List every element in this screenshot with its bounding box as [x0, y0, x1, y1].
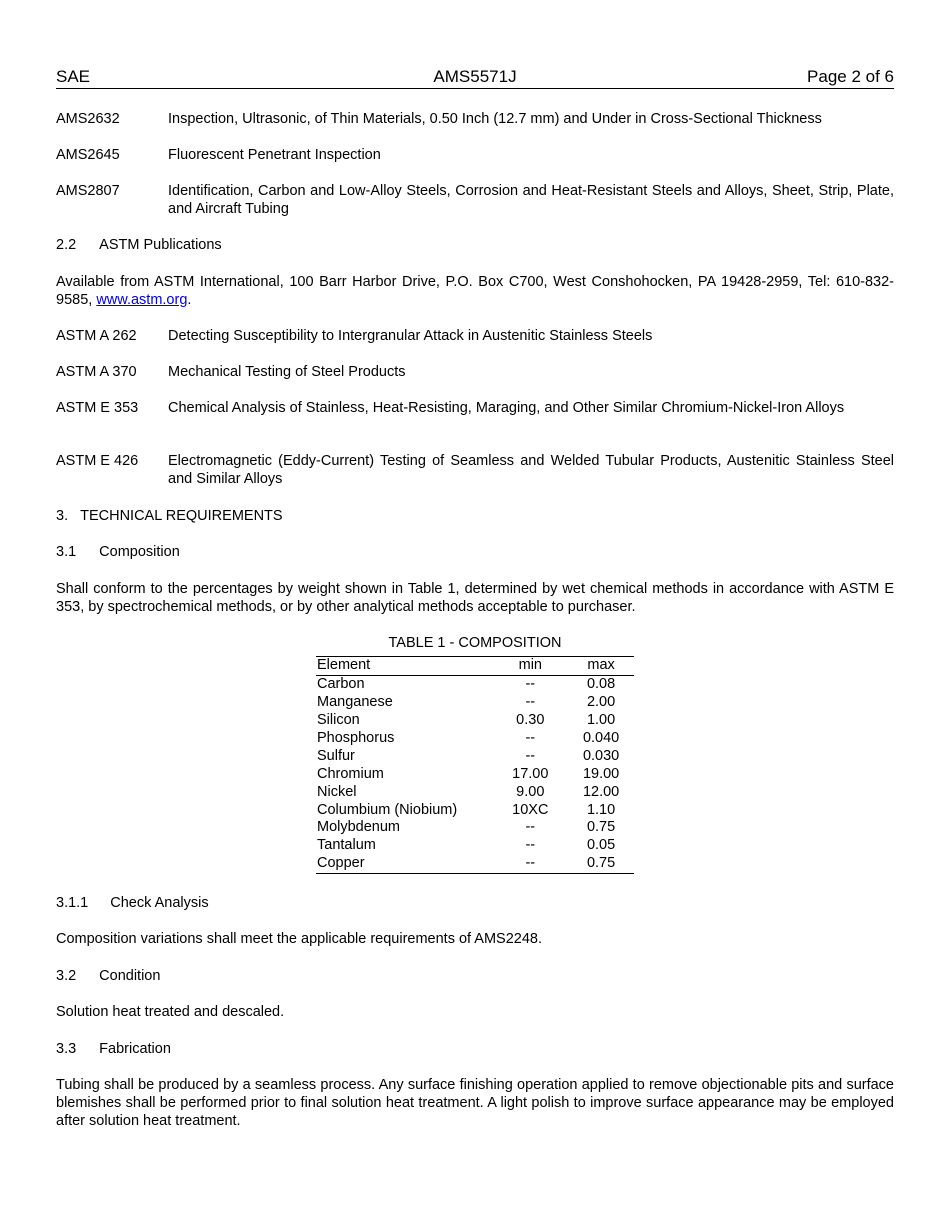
reference-title: Inspection, Ultrasonic, of Thin Materials, 0.50 Inch (12.7 mm) and Under in Cross-Sectional Thickness: [168, 111, 822, 127]
section-number: 3.: [56, 508, 69, 524]
reference-title: Mechanical Testing of Steel Products: [168, 364, 406, 380]
header-page-number: Page 2 of 6: [807, 67, 894, 86]
min-cell: 9.00: [516, 783, 545, 800]
element-cell: Sulfur: [317, 747, 355, 764]
section-heading-3-2: [56, 967, 894, 985]
header-org: SAE: [56, 67, 91, 86]
reference-code: AMS2645: [56, 147, 120, 163]
table-row: [316, 837, 634, 855]
section-heading-3-1-1: [56, 894, 894, 912]
max-cell: 1.10: [586, 801, 616, 818]
element-cell: Manganese: [317, 694, 393, 711]
reference-code: ASTM A 262: [56, 328, 137, 344]
composition-table: [316, 656, 634, 874]
column-header-min: min: [492, 657, 568, 676]
element-cell: Silicon: [317, 712, 360, 729]
max-cell: 0.05: [586, 837, 616, 854]
reference-ams2632: [56, 110, 894, 128]
min-cell: --: [525, 819, 536, 836]
max-cell: 1.00: [586, 712, 616, 729]
max-cell: 0.040: [582, 730, 620, 746]
column-header-element: Element: [316, 657, 492, 676]
section-title: Fabrication: [99, 1041, 171, 1057]
min-cell: --: [525, 747, 536, 764]
reference-astm-e426: [56, 452, 894, 488]
max-cell: 19.00: [582, 765, 620, 782]
availability-end: .: [187, 292, 192, 308]
section-number: 3.1.1: [56, 895, 89, 911]
max-cell: 12.00: [582, 783, 620, 800]
reference-title: Fluorescent Penetrant Inspection: [168, 147, 381, 163]
section-heading-3-1: [56, 543, 894, 561]
table-row: [316, 819, 634, 837]
element-cell: Tantalum: [317, 837, 376, 854]
reference-title: Electromagnetic (Eddy-Current) Testing of Seamless and Welded Tubular Products, Austenitic Stainless Steel and Similar Alloys: [168, 453, 894, 487]
min-cell: --: [525, 837, 536, 854]
reference-title: Chemical Analysis of Stainless, Heat-Resisting, Maraging, and Other Similar Chromium-Nickel-Iron Alloys: [168, 400, 845, 416]
astm-availability-paragraph: [56, 273, 894, 309]
table-caption: TABLE 1 - COMPOSITION: [388, 635, 562, 651]
reference-ams2645: [56, 146, 894, 164]
section-title: Condition: [99, 968, 161, 984]
astm-website-link[interactable]: www.astm.org: [96, 292, 188, 308]
element-cell: Phosphorus: [317, 730, 395, 746]
table-row: [316, 747, 634, 765]
table-row: [316, 712, 634, 730]
section-number: 3.3: [56, 1041, 77, 1057]
section-heading-3-3: [56, 1040, 894, 1058]
composition-paragraph: Shall conform to the percentages by weight shown in Table 1, determined by wet chemical methods in accordance with ASTM E 353, by spectrochemical methods, or by other analytical methods acceptable to purchaser.: [56, 581, 894, 615]
reference-title: Detecting Susceptibility to Intergranular Attack in Austenitic Stainless Steels: [168, 328, 653, 344]
section-title: ASTM Publications: [99, 237, 222, 253]
reference-astm-e353: [56, 399, 894, 417]
max-cell: 2.00: [586, 694, 616, 711]
element-cell: Carbon: [317, 676, 365, 693]
min-cell: --: [525, 694, 536, 711]
reference-astm-a262: [56, 327, 894, 345]
min-cell: 17.00: [512, 765, 549, 782]
column-header-max: max: [568, 657, 634, 676]
element-cell: Columbium (Niobium): [317, 801, 458, 818]
min-cell: --: [525, 676, 536, 693]
table-row: [316, 730, 634, 748]
page-header: [56, 67, 894, 89]
min-cell: --: [492, 855, 568, 873]
reference-code: ASTM A 370: [56, 364, 137, 380]
max-cell: 0.08: [586, 676, 616, 693]
reference-ams2807: [56, 182, 894, 218]
section-number: 3.2: [56, 968, 77, 984]
section-heading-3: [56, 507, 894, 525]
reference-code: ASTM E 353: [56, 400, 139, 416]
table-header-row: [316, 657, 634, 676]
section-number: 2.2: [56, 237, 77, 253]
condition-paragraph: Solution heat treated and descaled.: [56, 1004, 285, 1020]
availability-text: Available from ASTM International, 100 Barr Harbor Drive, P.O. Box C700, West Conshohocken, PA 19428-2959, Tel: 610-832-9585,: [56, 274, 894, 308]
table-row: [316, 855, 634, 873]
table-row: [316, 694, 634, 712]
header-doc-id: AMS5571J: [433, 67, 517, 86]
section-title: Check Analysis: [110, 895, 209, 911]
min-cell: 0.30: [516, 712, 545, 729]
section-title: Composition: [99, 544, 180, 560]
min-cell: 10XC: [512, 801, 549, 818]
element-cell: Molybdenum: [317, 819, 401, 836]
table-row: [316, 783, 634, 801]
table-row: [316, 801, 634, 819]
element-cell: Nickel: [317, 783, 357, 800]
reference-astm-a370: [56, 363, 894, 381]
min-cell: --: [525, 730, 536, 746]
element-cell: Copper: [316, 855, 492, 873]
table-row: [316, 675, 634, 693]
section-heading-2-2: [56, 236, 894, 254]
reference-code: AMS2632: [56, 111, 120, 127]
max-cell: 0.75: [586, 819, 616, 836]
max-cell: 0.75: [568, 855, 634, 873]
reference-title: Identification, Carbon and Low-Alloy Steels, Corrosion and Heat-Resistant Steels and Alloys, Sheet, Strip, Plate, and Aircraft Tubing: [168, 183, 894, 217]
section-title: TECHNICAL REQUIREMENTS: [80, 508, 283, 524]
element-cell: Chromium: [317, 765, 384, 782]
fabrication-paragraph: Tubing shall be produced by a seamless process. Any surface finishing operation applied to remove objectionable pits and surface blemishes shall be performed prior to final solution heat treatment. A light polish to improve surface appearance may be employed after solution heat treatment.: [56, 1077, 894, 1129]
reference-code: AMS2807: [56, 183, 120, 199]
section-number: 3.1: [56, 544, 77, 560]
reference-code: ASTM E 426: [56, 453, 139, 469]
table-row: [316, 765, 634, 783]
max-cell: 0.030: [582, 747, 620, 764]
check-analysis-paragraph: Composition variations shall meet the applicable requirements of AMS2248.: [56, 931, 543, 947]
